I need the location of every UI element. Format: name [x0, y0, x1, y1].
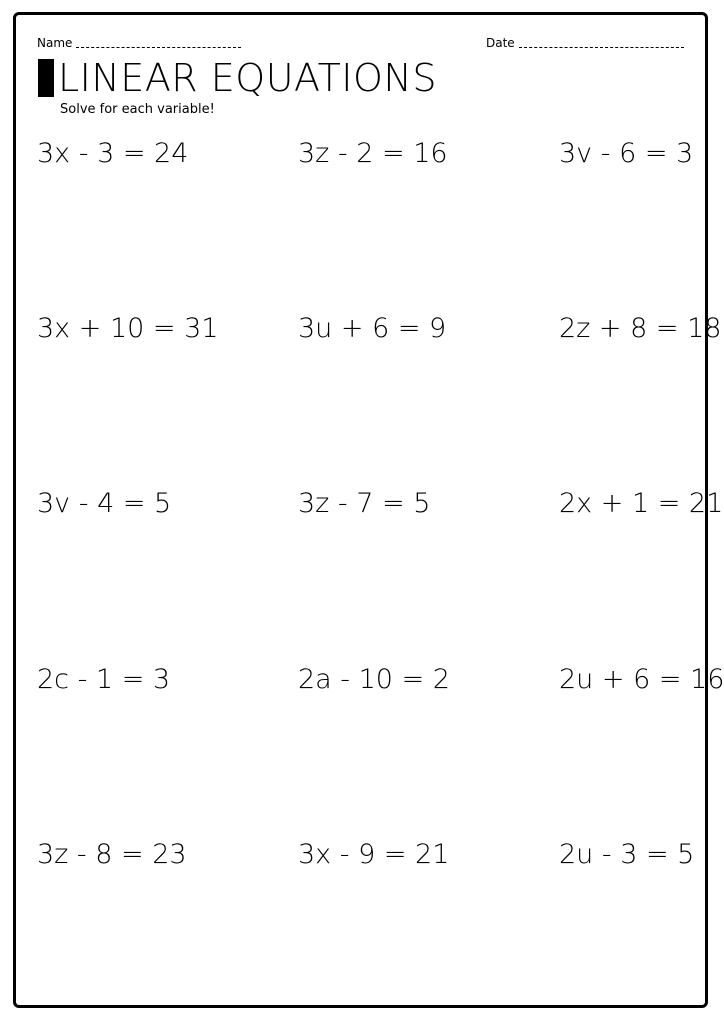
problem-equation: 3z - 2 = 16 [298, 138, 448, 169]
problem-equation: 3v - 4 = 5 [37, 488, 172, 519]
problem-equation: 3x + 10 = 31 [37, 313, 219, 344]
problem-equation: 2c - 1 = 3 [37, 664, 171, 695]
problem-equation: 3z - 7 = 5 [298, 488, 431, 519]
problem-grid [37, 136, 724, 896]
problem-equation: 2z + 8 = 18 [559, 313, 722, 344]
problem-equation: 3z - 8 = 23 [37, 839, 187, 870]
problem-equation: 2a - 10 = 2 [298, 664, 450, 695]
page-title: LINEAR EQUATIONS [58, 56, 437, 100]
date-blank-line[interactable] [519, 39, 684, 48]
name-label: Name [37, 36, 73, 50]
name-blank-line[interactable] [76, 39, 241, 48]
title-bar-marker [38, 59, 54, 97]
date-field [486, 36, 684, 50]
date-label: Date [486, 36, 515, 50]
problem-equation: 3x - 3 = 24 [37, 138, 189, 169]
problem-equation: 2u + 6 = 16 [559, 664, 724, 695]
problem-equation: 2x + 1 = 21 [559, 488, 724, 519]
problem-equation: 2u - 3 = 5 [559, 839, 695, 870]
problem-equation: 3x - 9 = 21 [298, 839, 450, 870]
problem-equation: 3v - 6 = 3 [559, 138, 694, 169]
instructions: Solve for each variable! [60, 102, 215, 117]
title-row [38, 56, 437, 100]
problem-equation: 3u + 6 = 9 [298, 313, 447, 344]
name-field [37, 36, 241, 50]
